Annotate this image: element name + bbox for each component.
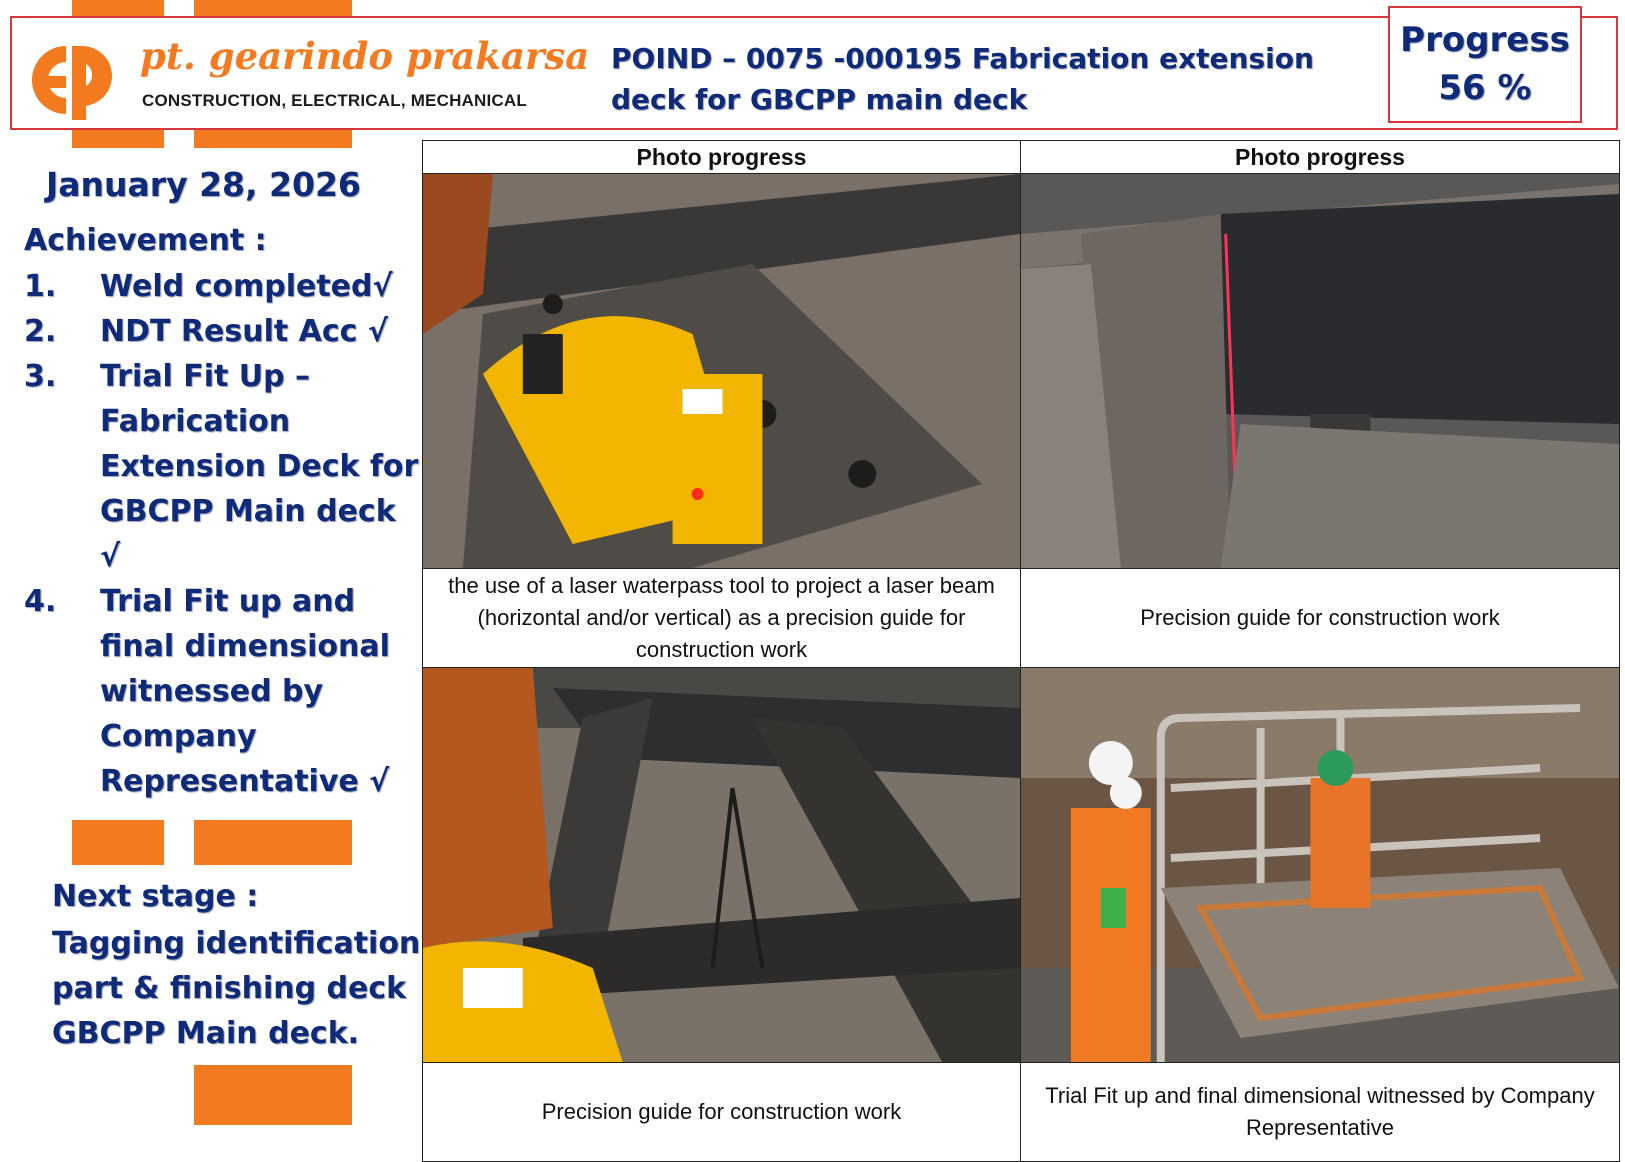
progress-photo — [1021, 668, 1619, 1062]
progress-photo — [423, 668, 1020, 1062]
company-logo-icon — [20, 38, 120, 120]
decor-bar — [72, 820, 164, 865]
achievement-text: Trial Fit Up – Fabrication Extension Deck for GBCPP Main deck √ — [100, 359, 419, 574]
decor-bar — [194, 820, 352, 865]
report-date: January 28, 2026 — [46, 165, 361, 204]
achievement-text: Weld completed√ — [100, 269, 393, 304]
achievement-text: Trial Fit up and final dimensional witnessed by Company Representative √ — [100, 584, 390, 799]
photo-caption: the use of a laser waterpass tool to project a laser beam (horizontal and/or vertical) as a precision guide for construction work — [423, 569, 1021, 668]
photo-cell — [1021, 174, 1620, 569]
achievement-number: 3. — [24, 359, 57, 394]
achievement-item — [24, 354, 424, 579]
achievement-item — [24, 264, 424, 309]
photo-caption: Precision guide for construction work — [1021, 569, 1620, 668]
column-header: Photo progress — [423, 141, 1021, 174]
photo-caption: Precision guide for construction work — [423, 1063, 1021, 1162]
achievement-item — [24, 579, 424, 804]
progress-photo — [1021, 174, 1619, 568]
next-stage-text: Tagging identification part & finishing deck GBCPP Main deck. — [52, 926, 421, 1051]
decor-bar — [194, 1065, 352, 1125]
next-stage-heading: Next stage : — [52, 879, 259, 914]
achievement-number: 4. — [24, 584, 57, 619]
column-header: Photo progress — [1021, 141, 1620, 174]
progress-photo — [423, 174, 1020, 568]
progress-value: 56 % — [1438, 68, 1532, 108]
achievement-text: NDT Result Acc √ — [100, 314, 388, 349]
photo-caption: Trial Fit up and final dimensional witnessed by Company Representative — [1021, 1063, 1620, 1162]
progress-label: Progress — [1400, 20, 1570, 60]
po-title: POIND – 0075 -000195 Fabrication extension deck for GBCPP main deck — [611, 42, 1314, 116]
achievement-list — [24, 264, 424, 804]
company-tagline: CONSTRUCTION, ELECTRICAL, MECHANICAL — [142, 91, 527, 110]
photo-cell — [423, 174, 1021, 569]
achievement-heading: Achievement : — [24, 223, 267, 258]
achievement-number: 1. — [24, 269, 57, 304]
photo-cell — [1021, 668, 1620, 1063]
achievement-number: 2. — [24, 314, 57, 349]
photo-progress-table — [422, 140, 1620, 1162]
progress-box — [1388, 6, 1582, 123]
company-name: pt. gearindo prakarsa — [140, 34, 590, 78]
achievement-item — [24, 309, 424, 354]
photo-cell — [423, 668, 1021, 1063]
